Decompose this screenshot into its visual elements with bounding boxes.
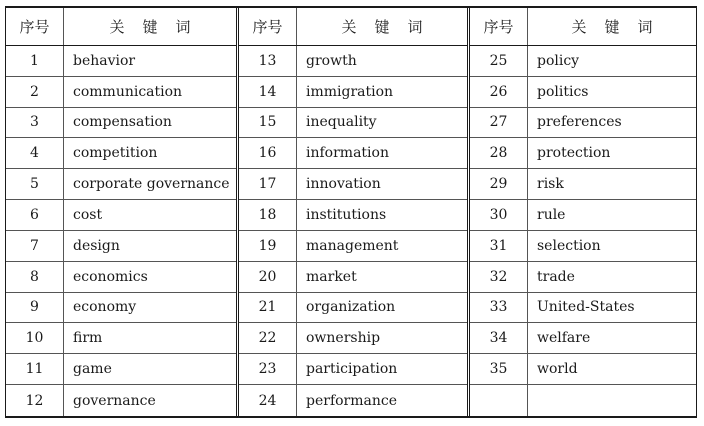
row-number: 26 — [470, 77, 528, 107]
table-row — [470, 46, 696, 77]
row-keyword: cost — [73, 206, 103, 223]
row-keyword: innovation — [306, 176, 381, 193]
row-keyword: governance — [73, 392, 156, 409]
row-number: 2 — [6, 77, 64, 107]
table-row — [470, 77, 696, 108]
row-number: 3 — [6, 108, 64, 138]
column-header-number: 序号 — [470, 8, 528, 45]
row-keyword: economy — [73, 299, 137, 316]
row-keyword: growth — [306, 52, 357, 69]
table-header-row — [6, 8, 236, 46]
table-panel-2 — [236, 8, 467, 416]
table-panel-1 — [6, 8, 236, 416]
table-row — [239, 354, 467, 385]
table-row — [6, 46, 236, 77]
keyword-table — [5, 6, 697, 418]
column-header-number: 序号 — [6, 8, 64, 45]
row-keyword: firm — [73, 330, 103, 347]
row-keyword: world — [537, 361, 578, 378]
row-number: 11 — [6, 354, 64, 384]
row-number: 22 — [239, 323, 297, 353]
row-number: 24 — [239, 385, 297, 416]
table-row — [470, 323, 696, 354]
table-row — [470, 231, 696, 262]
table-row — [6, 385, 236, 416]
row-keyword: organization — [306, 299, 396, 316]
table-row — [6, 138, 236, 169]
row-number: 34 — [470, 323, 528, 353]
row-keyword: economics — [73, 268, 148, 285]
row-keyword: behavior — [73, 52, 136, 69]
row-keyword: compensation — [73, 114, 172, 131]
row-keyword: welfare — [537, 330, 591, 347]
row-number: 20 — [239, 262, 297, 292]
row-number: 17 — [239, 169, 297, 199]
table-row — [6, 108, 236, 139]
row-number: 13 — [239, 46, 297, 76]
row-keyword: immigration — [306, 83, 394, 100]
table-row — [6, 354, 236, 385]
table-row — [470, 108, 696, 139]
column-header-keyword: 关键词 — [341, 17, 441, 36]
table-row — [239, 385, 467, 416]
table-header-row — [470, 8, 696, 46]
row-number: 21 — [239, 293, 297, 323]
row-number: 1 — [6, 46, 64, 76]
row-number: 23 — [239, 354, 297, 384]
row-keyword: selection — [537, 237, 601, 254]
row-keyword: management — [306, 237, 399, 254]
table-row — [6, 293, 236, 324]
row-keyword: performance — [306, 392, 398, 409]
row-number: 9 — [6, 293, 64, 323]
row-number: 32 — [470, 262, 528, 292]
table-row — [239, 323, 467, 354]
table-row — [6, 231, 236, 262]
row-number: 16 — [239, 138, 297, 168]
row-number: 15 — [239, 108, 297, 138]
row-keyword: communication — [73, 83, 183, 100]
table-row — [470, 169, 696, 200]
row-number: 18 — [239, 200, 297, 230]
row-keyword: preferences — [537, 114, 622, 131]
row-keyword: ownership — [306, 330, 381, 347]
row-keyword: corporate governance — [73, 176, 230, 193]
row-keyword: politics — [537, 83, 589, 100]
row-number: 12 — [6, 385, 64, 416]
row-number: 35 — [470, 354, 528, 384]
row-number: 33 — [470, 293, 528, 323]
column-header-keyword: 关键词 — [571, 17, 671, 36]
row-keyword: protection — [537, 145, 611, 162]
table-header-row — [239, 8, 467, 46]
row-keyword: trade — [537, 268, 575, 285]
table-row — [470, 138, 696, 169]
row-keyword: competition — [73, 145, 158, 162]
row-number: 31 — [470, 231, 528, 261]
row-number: 30 — [470, 200, 528, 230]
column-header-number: 序号 — [239, 8, 297, 45]
row-keyword: inequality — [306, 114, 377, 131]
table-row — [6, 169, 236, 200]
table-row — [239, 77, 467, 108]
table-row — [6, 323, 236, 354]
row-number: 4 — [6, 138, 64, 168]
table-row — [470, 385, 696, 416]
table-panel-3 — [467, 8, 696, 416]
row-keyword: design — [73, 237, 120, 254]
row-number: 7 — [6, 231, 64, 261]
table-row — [6, 77, 236, 108]
row-keyword: institutions — [306, 206, 387, 223]
row-number: 6 — [6, 200, 64, 230]
table-row — [239, 231, 467, 262]
table-row — [239, 200, 467, 231]
row-number: 25 — [470, 46, 528, 76]
table-row — [239, 138, 467, 169]
column-header-keyword: 关键词 — [109, 17, 209, 36]
row-number: 14 — [239, 77, 297, 107]
table-row — [239, 169, 467, 200]
table-row — [470, 262, 696, 293]
row-keyword — [528, 385, 696, 416]
row-number: 28 — [470, 138, 528, 168]
row-number — [470, 385, 528, 416]
row-keyword: market — [306, 268, 357, 285]
row-keyword: rule — [537, 206, 566, 223]
table-row — [470, 200, 696, 231]
table-row — [6, 262, 236, 293]
row-number: 29 — [470, 169, 528, 199]
table-row — [239, 108, 467, 139]
row-keyword: game — [73, 361, 112, 378]
row-keyword: participation — [306, 361, 398, 378]
row-number: 19 — [239, 231, 297, 261]
row-keyword: information — [306, 145, 389, 162]
row-keyword: United-States — [537, 299, 635, 316]
row-number: 8 — [6, 262, 64, 292]
table-row — [470, 293, 696, 324]
table-row — [470, 354, 696, 385]
row-number: 27 — [470, 108, 528, 138]
table-row — [6, 200, 236, 231]
row-number: 10 — [6, 323, 64, 353]
table-row — [239, 293, 467, 324]
table-row — [239, 262, 467, 293]
row-keyword: risk — [537, 176, 564, 193]
row-number: 5 — [6, 169, 64, 199]
row-keyword: policy — [537, 52, 580, 69]
table-row — [239, 46, 467, 77]
